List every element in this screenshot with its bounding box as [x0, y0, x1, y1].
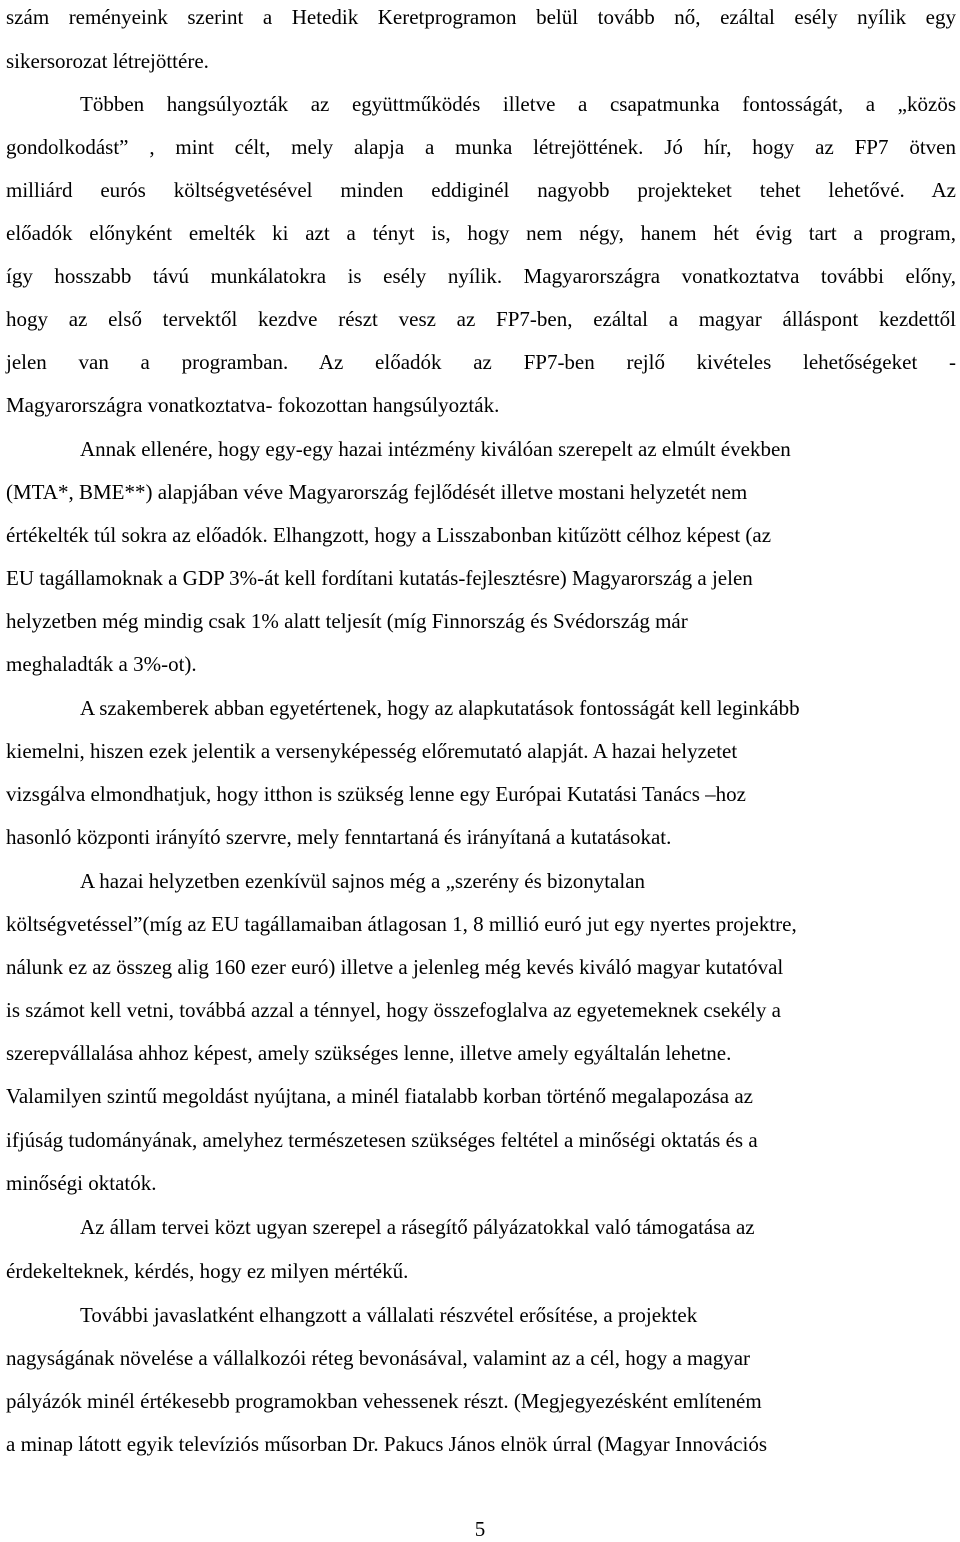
- text-line: helyzetben még mindig csak 1% alatt teljesít (míg Finnország és Svédország már: [6, 609, 688, 633]
- text-line: költségvetéssel”(míg az EU tagállamaiban átlagosan 1, 8 millió euró jut egy nyertes projektre,: [6, 912, 797, 936]
- text-line: jelen van a programban. Az előadók az FP7-ben rejlő kivételes lehetőségeket -: [6, 350, 956, 374]
- text-line: Magyarországra vonatkoztatva- fokozottan hangsúlyozták.: [6, 393, 500, 417]
- text-line: Valamilyen szintű megoldást nyújtana, a minél fiatalabb korban történő megalapozása az: [6, 1084, 753, 1108]
- text-line: nagyságának növelése a vállalkozói réteg bevonásával, valamint az a cél, hogy a magyar: [6, 1346, 751, 1370]
- text-line: sikersorozat létrejöttére.: [6, 49, 209, 73]
- text-line: hogy az első tervektől kezdve részt vesz az FP7-ben, ezáltal a magyar álláspont kezdettől: [6, 307, 956, 331]
- text-line: is számot kell vetni, továbbá azzal a ténnyel, hogy összefoglalva az egyetemeknek csekély a: [6, 998, 781, 1022]
- text-line: szerepvállalása ahhoz képest, amely szükséges lenne, illetve amely egyáltalán lehetne.: [6, 1041, 732, 1065]
- text-line: pályázók minél értékesebb programokban vehessenek részt. (Megjegyezésként említeném: [6, 1389, 762, 1413]
- text-line: kiemelni, hiszen ezek jelentik a versenyképesség előremutató alapját. A hazai helyzetet: [6, 739, 738, 763]
- text-line: meghaladták a 3%-ot).: [6, 652, 197, 676]
- text-line: (MTA*, BME**) alapjában véve Magyarország fejlődését illetve mostani helyzetét nem: [6, 480, 748, 504]
- text-line: a minap látott egyik televíziós műsorban Dr. Pakucs János elnök úrral (Magyar Innovációs: [6, 1432, 768, 1456]
- text-line: További javaslatként elhangzott a vállalati részvétel erősítése, a projektek: [80, 1303, 698, 1327]
- text-line: EU tagállamoknak a GDP 3%-át kell fordítani kutatás-fejlesztésre) Magyarország a jelen: [6, 566, 753, 590]
- text-line: A szakemberek abban egyetértenek, hogy az alapkutatások fontosságát kell leginkább: [80, 696, 800, 720]
- text-line: hasonló központi irányító szervre, mely fenntartaná és irányítaná a kutatásokat.: [6, 825, 672, 849]
- text-line: szám reményeink szerint a Hetedik Keretprogramon belül tovább nő, ezáltal esély nyílik egy: [6, 5, 956, 29]
- text-line: így hosszabb távú munkálatokra is esély nyílik. Magyarországra vonatkoztatva további előny,: [6, 264, 956, 288]
- text-line: vizsgálva elmondhatjuk, hogy itthon is szükség lenne egy Európai Kutatási Tanács –hoz: [6, 782, 746, 806]
- page-number: 5: [474, 1517, 486, 1541]
- text-line: gondolkodást” , mint célt, mely alapja a munka létrejöttének. Jó hír, hogy az FP7 ötven: [6, 135, 956, 159]
- text-line: nálunk ez az összeg alig 160 ezer euró) illetve a jelenleg még kevés kiváló magyar kutatóval: [6, 955, 784, 979]
- text-line: értékelték túl sokra az előadók. Elhangzott, hogy a Lisszabonban kitűzött célhoz képest (az: [6, 523, 772, 547]
- text-line: Többen hangsúlyozták az együttműködés illetve a csapatmunka fontosságát, a „közös: [80, 92, 956, 116]
- text-line: előadók előnyként emelték ki azt a tényt is, hogy nem négy, hanem hét évig tart a program,: [6, 221, 956, 245]
- text-line: Annak ellenére, hogy egy-egy hazai intézmény kiválóan szerepelt az elmúlt években: [80, 437, 791, 461]
- text-line: milliárd eurós költségvetésével minden eddiginél nagyobb projekteket tehet lehetővé. Az: [6, 178, 956, 202]
- text-line: Az állam tervei közt ugyan szerepel a rásegítő pályázatokkal való támogatása az: [80, 1215, 755, 1239]
- text-line: A hazai helyzetben ezenkívül sajnos még a „szerény és bizonytalan: [80, 869, 646, 893]
- text-line: ifjúság tudományának, amelyhez természetesen szükséges feltétel a minőségi oktatás és a: [6, 1128, 758, 1152]
- text-line: minőségi oktatók.: [6, 1171, 157, 1195]
- text-line: érdekelteknek, kérdés, hogy ez milyen mértékű.: [6, 1259, 409, 1283]
